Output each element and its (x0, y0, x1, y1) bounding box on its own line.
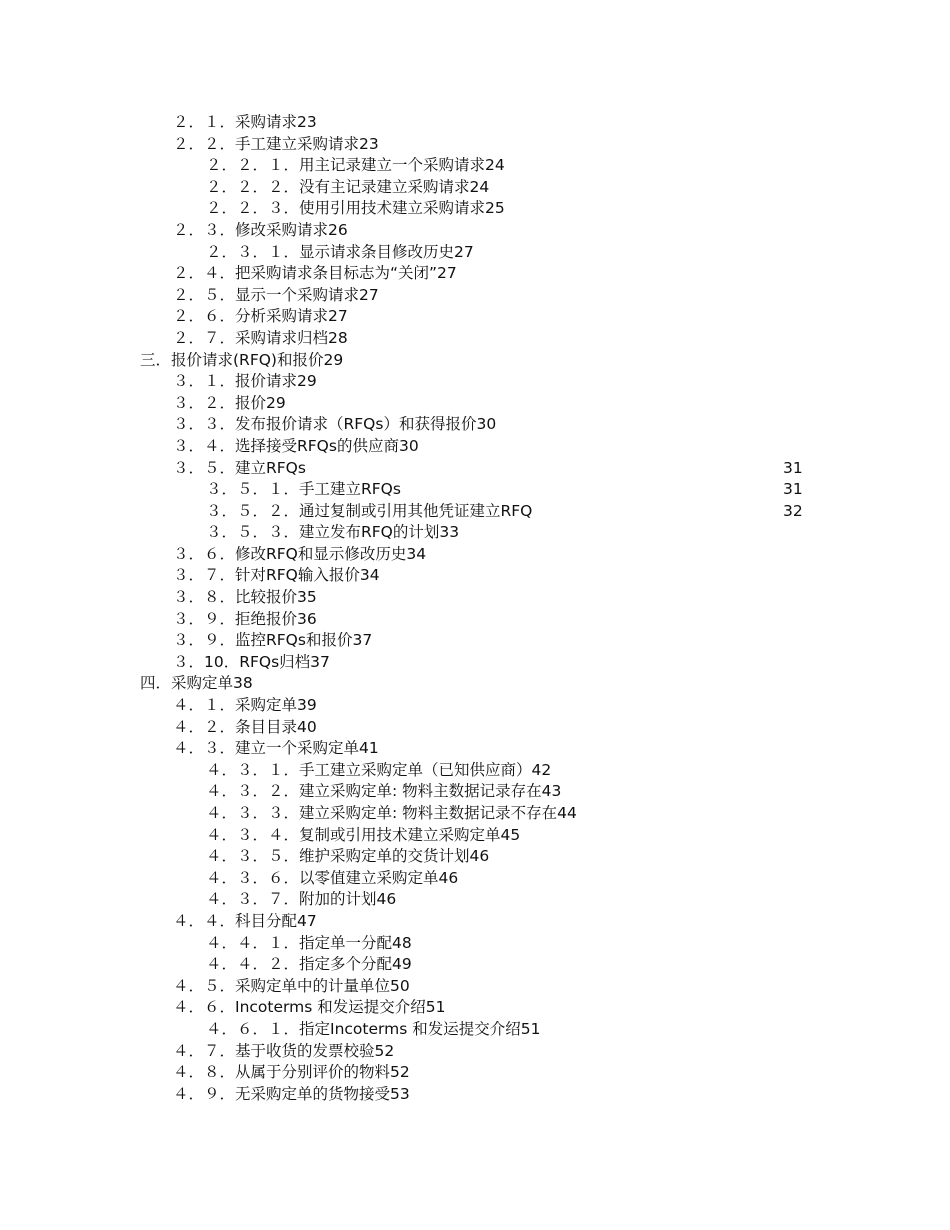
toc-entry[interactable] (0, 371, 950, 393)
toc-entry-text: ２．５．显示一个采购请求27 (173, 285, 379, 304)
toc-entry[interactable] (0, 565, 950, 587)
toc-entry[interactable] (0, 177, 950, 199)
toc-entry-text: ３．９．监控RFQs和报价37 (173, 631, 373, 650)
toc-entry-text: ３．５．１．手工建立RFQs (206, 480, 401, 499)
toc-entry[interactable] (0, 501, 950, 523)
toc-entry-text: ４．３．建立一个采购定单41 (173, 739, 379, 758)
toc-entry[interactable] (0, 285, 950, 307)
toc-entry-text: 三．报价请求(RFQ)和报价29 (140, 350, 344, 369)
toc-entry-text: ２．２．３．使用引用技术建立采购请求25 (206, 199, 505, 218)
toc-entry-text: ３．４．选择接受RFQs的供应商30 (173, 436, 419, 455)
toc-entry[interactable] (0, 198, 950, 220)
toc-entry-text: ３．10．RFQs归档37 (173, 652, 330, 671)
toc-entry[interactable] (0, 889, 950, 911)
toc-entry[interactable] (0, 350, 950, 372)
toc-entry[interactable] (0, 134, 950, 156)
toc-entry[interactable] (0, 954, 950, 976)
toc-entry-text: ４．３．４．复制或引用技术建立采购定单45 (206, 825, 521, 844)
toc-entry[interactable] (0, 717, 950, 739)
toc-entry[interactable] (0, 997, 950, 1019)
toc-entry-text: ４．３．１．手工建立采购定单（已知供应商）42 (206, 760, 552, 779)
toc-entry[interactable] (0, 933, 950, 955)
toc-entry[interactable] (0, 436, 950, 458)
toc-entry[interactable] (0, 328, 950, 350)
toc-entry[interactable] (0, 846, 950, 868)
toc-entry-text: ２．２．１．用主记录建立一个采购请求24 (206, 156, 505, 175)
toc-entry[interactable] (0, 544, 950, 566)
toc-entry-text: ３．８．比较报价35 (173, 588, 317, 607)
toc-entry-text: ２．３．１．显示请求条目修改历史27 (206, 242, 474, 261)
toc-entry-text: ４．４．科目分配47 (173, 911, 317, 930)
toc-entry-text: ４．６．１．指定Incoterms 和发运提交介绍51 (206, 1019, 541, 1038)
toc-entry-text: ３．５．建立RFQs (173, 458, 306, 477)
toc-entry-text: ３．５．３．建立发布RFQ的计划33 (206, 523, 460, 542)
toc-entry-text: ２．１．采购请求23 (173, 113, 317, 131)
toc-entry-text: ４．３．３．建立采购定单: 物料主数据记录不存在44 (206, 804, 577, 822)
toc-entry[interactable] (0, 868, 950, 890)
toc-entry[interactable] (0, 242, 950, 264)
toc-entry-text: ４．３．２．建立采购定单: 物料主数据记录存在43 (206, 782, 562, 801)
toc-entry[interactable] (0, 825, 950, 847)
toc-entry-text: ４．３．７．附加的计划46 (206, 890, 397, 909)
toc-entry[interactable] (0, 1084, 950, 1106)
toc-entry[interactable] (0, 522, 950, 544)
toc-entry[interactable] (0, 609, 950, 631)
toc-entry-text: ４．８．从属于分别评价的物料52 (173, 1063, 410, 1082)
toc-entry-text: ２．２．手工建立采购请求23 (173, 134, 379, 153)
toc-entry[interactable] (0, 976, 950, 998)
toc-entry-text: ４．４．１．指定单一分配48 (206, 933, 412, 952)
toc-entry[interactable] (0, 458, 950, 480)
toc-entry-text: ３．６．修改RFQ和显示修改历史34 (173, 544, 427, 563)
toc-entry[interactable] (0, 781, 950, 803)
toc-page-number: 31 (783, 458, 803, 477)
toc-entry-text: ４．１．采购定单39 (173, 696, 317, 715)
toc-entry[interactable] (0, 911, 950, 933)
toc-entry[interactable] (0, 1019, 950, 1041)
toc-entry-text: ４．６．Incoterms 和发运提交介绍51 (173, 998, 446, 1017)
toc-entry-text: ４．７．基于收货的发票校验52 (173, 1041, 395, 1060)
toc-entry-text: ３．９．拒绝报价36 (173, 609, 317, 628)
toc-entry-text: ３．１．报价请求29 (173, 372, 317, 391)
toc-entry[interactable] (0, 306, 950, 328)
toc-entry-text: ２．４．把采购请求条目标志为“关闭”27 (173, 264, 457, 283)
toc-entry[interactable] (0, 414, 950, 436)
toc-entry-text: ２．２．２．没有主记录建立采购请求24 (206, 177, 490, 196)
toc-entry-text: ４．４．２．指定多个分配49 (206, 955, 412, 974)
toc-entry[interactable] (0, 1062, 950, 1084)
toc-entry[interactable] (0, 1041, 950, 1063)
toc-entry[interactable] (0, 673, 950, 695)
toc-entry-text: ４．５．采购定单中的计量单位50 (173, 976, 410, 995)
toc-entry-text: 四．采购定单38 (140, 674, 253, 693)
toc-entry[interactable] (0, 112, 950, 134)
toc-entry-text: ４．９．无采购定单的货物接受53 (173, 1084, 410, 1103)
toc-entry[interactable] (0, 479, 950, 501)
toc-entry[interactable] (0, 630, 950, 652)
toc-entry-text: ２．７．采购请求归档28 (173, 328, 348, 347)
toc-entry[interactable] (0, 652, 950, 674)
toc-entry[interactable] (0, 155, 950, 177)
toc-entry-text: ３．７．针对RFQ输入报价34 (173, 566, 380, 585)
toc-page-number: 31 (783, 480, 803, 499)
toc-entry-text: ４．３．５．维护采购定单的交货计划46 (206, 847, 490, 866)
toc-entry-text: ３．３．发布报价请求（RFQs）和获得报价30 (173, 415, 497, 434)
toc-entry-text: ２．３．修改采购请求26 (173, 220, 348, 239)
toc-entry[interactable] (0, 263, 950, 285)
toc-entry[interactable] (0, 587, 950, 609)
toc-page-number: 32 (783, 501, 803, 520)
toc-entry-text: ４．３．６．以零值建立采购定单46 (206, 868, 459, 887)
toc-entry[interactable] (0, 803, 950, 825)
toc-entry-text: ３．２．报价29 (173, 393, 286, 412)
table-of-contents (0, 112, 950, 1105)
toc-entry-text: ４．２．条目目录40 (173, 717, 317, 736)
toc-entry[interactable] (0, 738, 950, 760)
toc-entry[interactable] (0, 695, 950, 717)
toc-entry-text: ２．６．分析采购请求27 (173, 307, 348, 326)
toc-entry[interactable] (0, 760, 950, 782)
toc-entry[interactable] (0, 393, 950, 415)
toc-entry-text: ３．５．２．通过复制或引用其他凭证建立RFQ (206, 501, 533, 520)
toc-entry[interactable] (0, 220, 950, 242)
